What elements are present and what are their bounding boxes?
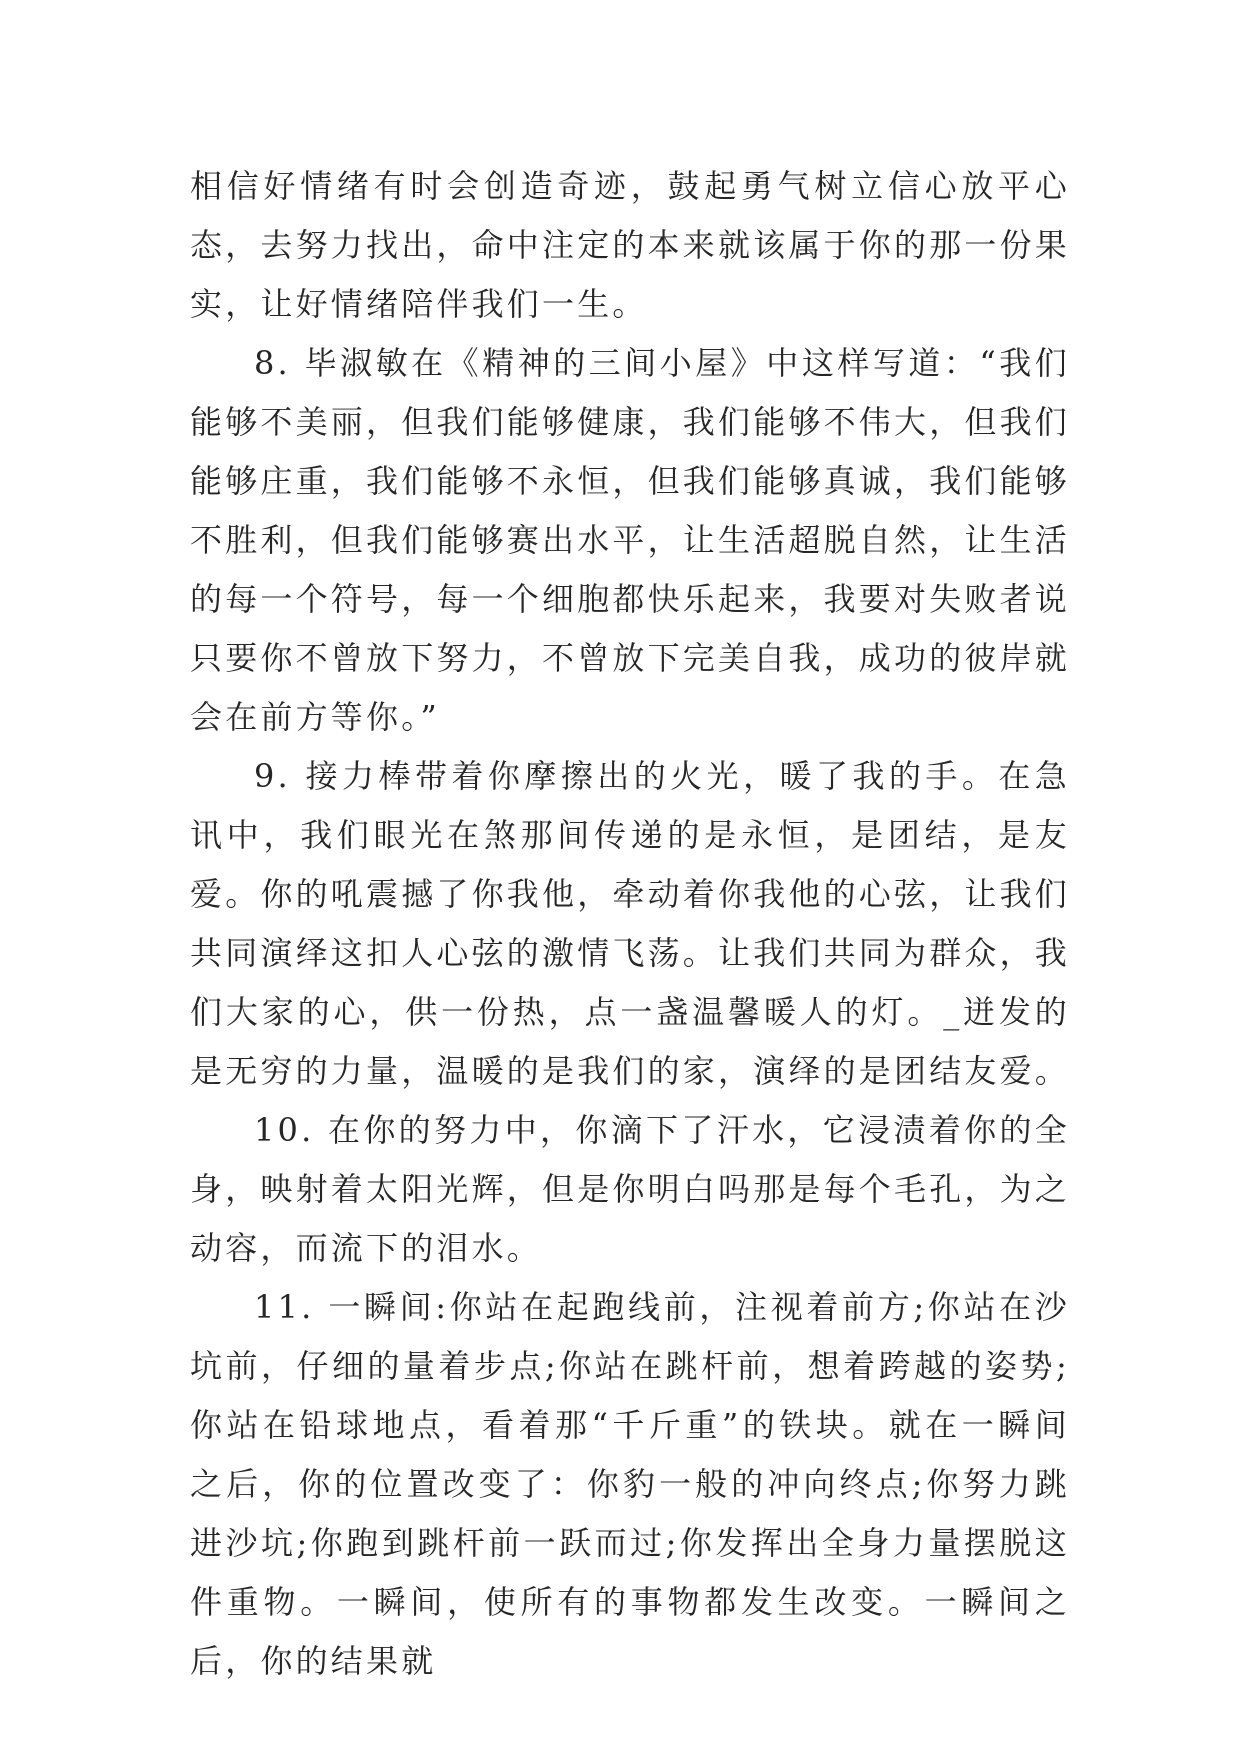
paragraph-9: 9. 接力棒带着你摩擦出的火光，暖了我的手。在急讯中，我们眼光在煞那间传递的是永恒，是团结，是友爱。你的吼震撼了你我他，牵动着你我他的心弦，让我们共同演绎这扣人心弦的激情飞荡。让我们共同为群众，我们大家的心，供一份热，点一盏温馨暖人的灯。_迸发的是无穷的力量，温暖的是我们的家，演绎的是团结友爱。 (190, 757, 1071, 1090)
paragraph-10: 10. 在你的努力中，你滴下了汗水，它浸渍着你的全身，映射着太阳光辉，但是你明白吗那是每个毛孔，为之动容，而流下的泪水。 (190, 1111, 1071, 1267)
paragraph-11: 11. 一瞬间:你站在起跑线前，注视着前方;你站在沙坑前，仔细的量着步点;你站在跳杆前，想着跨越的姿势;你站在铅球地点，看着那“千斤重”的铁块。就在一瞬间之后，你的位置改变了：你豹一般的冲向终点;你努力跳进沙坑;你跑到跳杆前一跃而过;你发挥出全身力量摆脱这件重物。一瞬间，使所有的事物都发生改变。一瞬间之后，你的结果就 (190, 1288, 1070, 1680)
body-text (190, 157, 1070, 1691)
paragraph-intro: 相信好情绪有时会创造奇迹，鼓起勇气树立信心放平心态，去努力找出，命中注定的本来就该属于你的那一份果实，让好情绪陪伴我们一生。 (190, 167, 1071, 323)
paragraph-8: 8. 毕淑敏在《精神的三间小屋》中这样写道：“我们能够不美丽，但我们能够健康，我们能够不伟大，但我们能够庄重，我们能够不永恒，但我们能够真诚，我们能够不胜利，但我们能够赛出水平，让生活超脱自然，让生活的每一个符号，每一个细胞都快乐起来，我要对失败者说只要你不曾放下努力，不曾放下完美自我，成功的彼岸就会在前方等你。” (190, 344, 1071, 736)
